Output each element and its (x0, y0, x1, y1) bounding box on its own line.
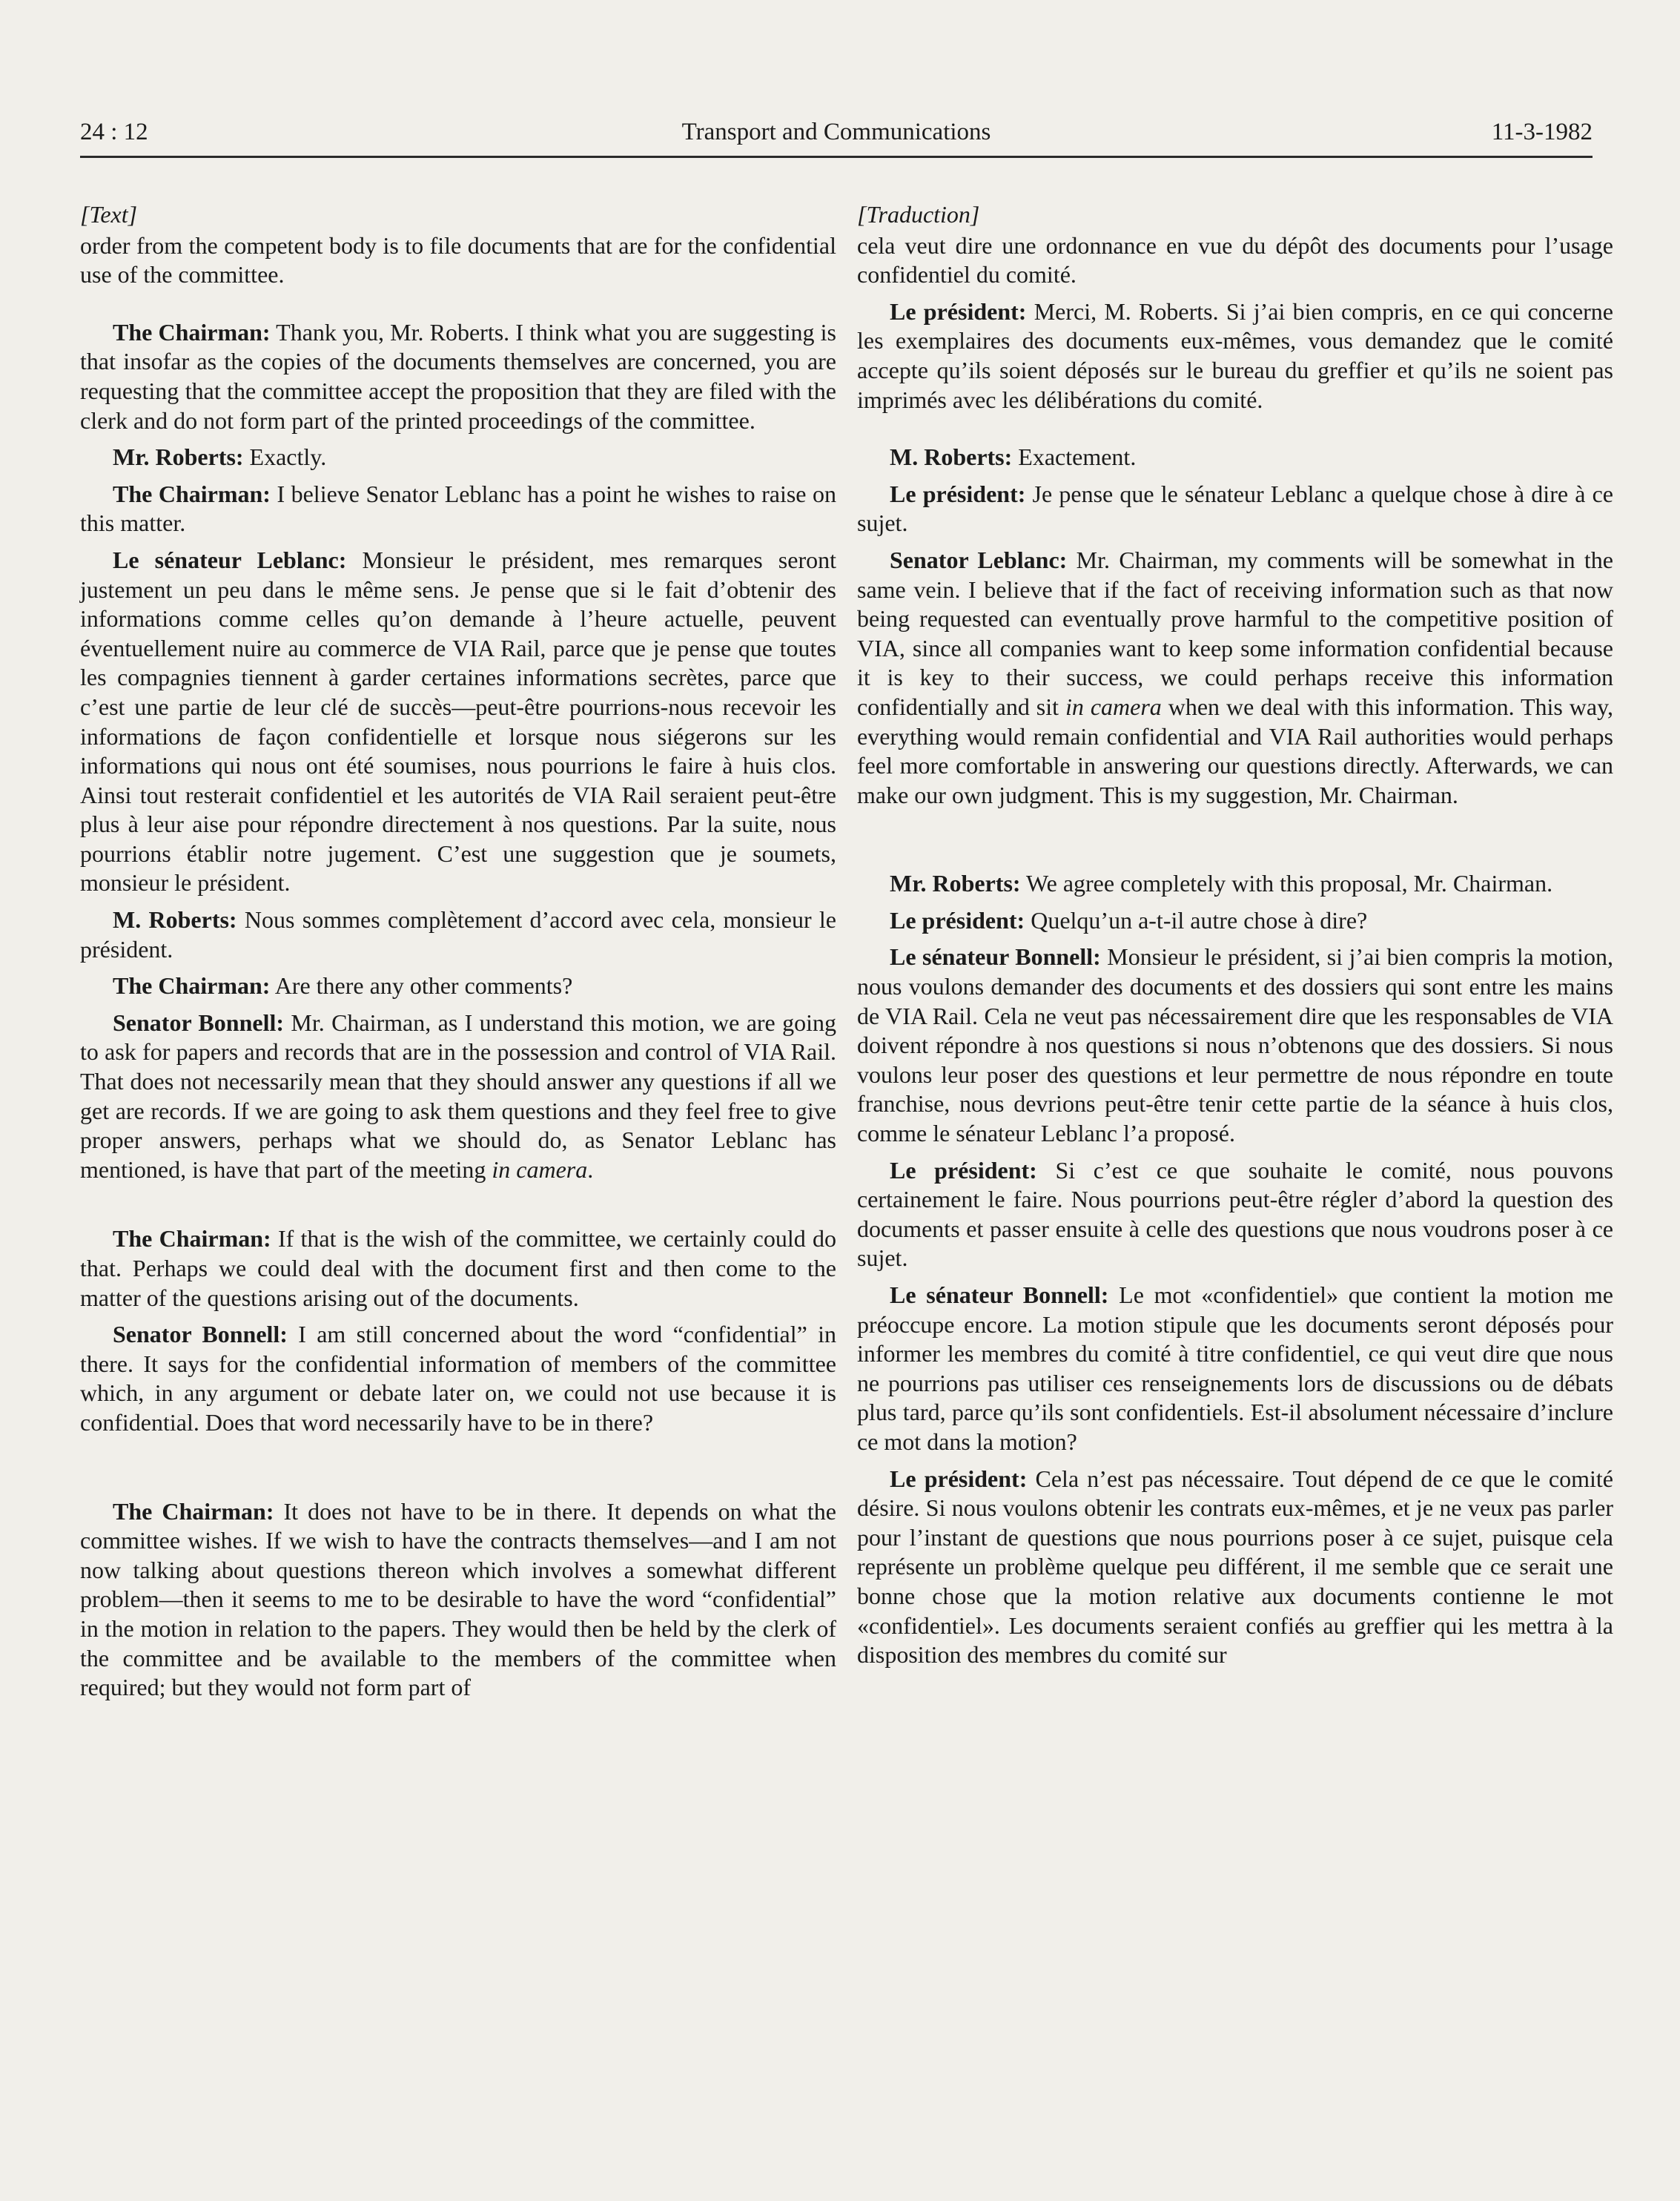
paragraph-text: Si c’est ce que souhaite le comité, nous pouvons certainement le faire. Nous pourrions peut-être régler d’abord la question des documents et passer ensuite à celle des questions que nous voudrons poser à ce sujet. (857, 1156, 1614, 1272)
paragraph (80, 1224, 836, 1313)
italic-phrase: in camera (1065, 693, 1162, 720)
paragraph (857, 943, 1613, 1148)
paragraph (80, 480, 836, 538)
speaker-name: Le sénateur Leblanc: (113, 546, 347, 573)
page-number: 24 : 12 (80, 119, 148, 145)
paragraph-text: Are there any other comments? (270, 972, 573, 1000)
paragraph (857, 906, 1613, 936)
paragraph-text: It does not have to be in there. It depends on what the committee wishes. If we wish to have the contracts themselves—and I am not now talking about questions thereon which involves a somewhat different problem—then it seems to me to be desirable to have the word “confidential” in the motion in relation to the papers. They would then be held by the clerk of the committee and be available to the members of the committee when required; but they would not form part of (80, 1497, 837, 1701)
header-rule (80, 156, 1593, 158)
paragraph-text: Je pense que le sénateur Leblanc a quelque chose à dire à ce sujet. (857, 480, 1613, 537)
paragraph (857, 869, 1613, 899)
paragraph (80, 971, 836, 1001)
paragraph (80, 231, 836, 290)
paragraph-text: I believe Senator Leblanc has a point he wishes to raise on this matter. (80, 480, 837, 537)
paragraph-text: I am still concerned about the word “confidential” in there. It says for the confidential information of members of the committee which, in any argument or debate later on, we could not use because it is confidential. Does that word necessarily have to be in there? (80, 1321, 837, 1436)
page-date: 11-3-1982 (1491, 119, 1593, 145)
paragraph (857, 480, 1613, 538)
speaker-name: The Chairman: (113, 1497, 274, 1525)
speaker-name: Le président: (890, 480, 1026, 507)
speaker-name: The Chairman: (113, 318, 271, 346)
paragraph (80, 318, 836, 435)
speaker-name: Le sénateur Bonnell: (890, 943, 1101, 971)
left-column (80, 200, 836, 1710)
page-header (80, 114, 1593, 156)
speaker-name: Le président: (890, 1156, 1037, 1184)
speaker-name: M. Roberts: (113, 906, 237, 934)
paragraph-text: Exactement. (1012, 443, 1137, 471)
paragraph (80, 1497, 836, 1703)
paragraph-text: Merci, M. Roberts. Si j’ai bien compris, en ce qui concerne les exemplaires des documents eux-mêmes, vous demandez que le comité accepte qu’ils soient déposés sur le bureau du greffier et qu’ils ne soient pas imprimés avec les délibérations du comité. (857, 297, 1614, 413)
paragraph (80, 443, 836, 472)
paragraph (80, 1009, 836, 1185)
paragraph-text: We agree completely with this proposal, Mr. Chairman. (1020, 870, 1553, 897)
speaker-name: The Chairman: (113, 1225, 271, 1253)
paragraph (857, 1465, 1613, 1670)
paragraph-text: Monsieur le président, mes remarques seront justement un peu dans le même sens. Je pense que si le fait d’obtenir des informations comme celles qu’on demande à l’heure actuelle, peuvent éventuellement nuire au commerce de VIA Rail, parce que je pense que toutes les compagnies tiennent à garder certaines informations secrètes, parce que c’est une partie de leur clé de succès—peut-être pourrions-nous recevoir les informations de façon confidentielle et lorsque nous siégerons sur les informations qui nous ont été soumises, nous pourrions le faire à huis clos. Ainsi tout resterait confidentiel et les autorités de VIA Rail seraient peut-être plus à leur aise pour répondre directement à nos questions. Par la suite, nous pourrions établir notre jugement. C’est une suggestion que je soumets, monsieur le président. (80, 546, 837, 897)
italic-phrase: in camera (492, 1155, 588, 1183)
paragraph-text-tail: . (587, 1155, 594, 1183)
paragraph-text: Quelqu’un a-t-il autre chose à dire? (1025, 906, 1368, 934)
speaker-name: Senator Bonnell: (113, 1321, 288, 1348)
speaker-name: Le président: (890, 297, 1027, 325)
paragraph (80, 546, 836, 898)
speaker-name: Le président: (890, 906, 1025, 934)
column-label-traduction: [Traduction] (857, 201, 980, 228)
paragraph-text-tail: when we deal with this information. This way, everything would remain confidential and VIA Rail authorities would perhaps feel more comfortable in answering our questions directly. Afterwards, we can make our own judgment. This is my suggestion, Mr. Chairman. (857, 693, 1614, 808)
speaker-name: The Chairman: (113, 972, 271, 1000)
paragraph-text: Cela n’est pas nécessaire. Tout dépend de ce que le comité désire. Si nous voulons obtenir les contrats eux-mêmes, et je ne veux pas parler pour l’instant de questions que nous pourrions poser à ce sujet, puisque cela représente un problème quelque peu différent, il me semble que ce serait une bonne chose que la motion relative aux documents contienne le mot «confidentiel». Les documents seraient confiés au greffier qui les mettra à la disposition des membres du comité sur (857, 1465, 1614, 1669)
paragraph-text: cela veut dire une ordonnance en vue du dépôt des documents pour l’usage confidentiel du comité. (857, 231, 1613, 288)
paragraph (80, 1320, 836, 1437)
speaker-name: Senator Bonnell: (113, 1009, 285, 1036)
page-title: Transport and Communications (681, 119, 991, 145)
paragraph-text: Nous sommes complètement d’accord avec cela, monsieur le président. (80, 906, 837, 963)
paragraph (857, 1281, 1613, 1457)
paragraph (857, 231, 1613, 290)
speaker-name: The Chairman: (113, 480, 271, 507)
speaker-name: Mr. Roberts: (890, 870, 1021, 897)
paragraph (857, 1156, 1613, 1273)
paragraph-text: Mr. Chairman, as I understand this motion, we are going to ask for papers and records that are in the possession and control of VIA Rail. That does not necessarily mean that they should answer any questions if all we get are records. If we are going to ask them questions and they feel free to give proper answers, perhaps what we should do, as Senator Leblanc has mentioned, is have that part of the meeting (80, 1009, 837, 1183)
speaker-name: Le sénateur Bonnell: (890, 1281, 1109, 1308)
paragraph-text: Le mot «confidentiel» que contient la motion me préoccupe encore. La motion stipule que les documents seront déposés pour informer les membres du comité à titre confidentiel, ce qui veut dire que nous ne pourrions pas utiliser ces renseignements lors de discussions ou de débats plus tard, parce qu’ils sont confidentiels. Est-il absolument nécessaire d’inclure ce mot dans la motion? (857, 1281, 1614, 1455)
paragraph (857, 297, 1613, 415)
paragraph-text: Exactly. (243, 443, 327, 471)
speaker-name: Le président: (890, 1465, 1028, 1492)
paragraph-text: Monsieur le président, si j’ai bien compris la motion, nous voulons demander des documents et des dossiers qui sont entre les mains de VIA Rail. Cela ne veut pas nécessairement dire que les responsables de VIA doivent répondre à nos questions si nous n’obtenons que des dossiers. Si nous voulons leur poser des questions et leur permettre de nous répondre en toute franchise, nous devrions peut-être tenir cette partie de la séance à huis clos, comme le sénateur Leblanc l’a proposé. (857, 943, 1613, 1147)
right-column (857, 200, 1613, 1677)
paragraph-text: order from the competent body is to file documents that are for the confidential use of the committee. (80, 231, 836, 288)
paragraph (857, 546, 1613, 810)
speaker-name: Mr. Roberts: (113, 443, 244, 471)
paragraph (857, 443, 1613, 472)
column-label-text: [Text] (80, 201, 138, 228)
paragraph-text: Mr. Chairman, my comments will be somewhat in the same vein. I believe that if the fact of receiving information such as that now being requested can eventually prove harmful to the competitive position of VIA, since all companies want to keep some information confidential because it is key to their success, we could perhaps receive this information confidentially and sit (857, 546, 1614, 720)
paragraph-text: If that is the wish of the committee, we certainly could do that. Perhaps we could deal with the document first and then come to the matter of the questions arising out of the documents. (80, 1225, 837, 1311)
speaker-name: Senator Leblanc: (890, 546, 1068, 573)
paragraph-text: Thank you, Mr. Roberts. I think what you are suggesting is that insofar as the copies of the documents themselves are concerned, you are requesting that the committee accept the proposition that they are filed with the clerk and do not form part of the printed proceedings of the committee. (80, 318, 837, 434)
paragraph (80, 905, 836, 964)
speaker-name: M. Roberts: (890, 443, 1013, 471)
